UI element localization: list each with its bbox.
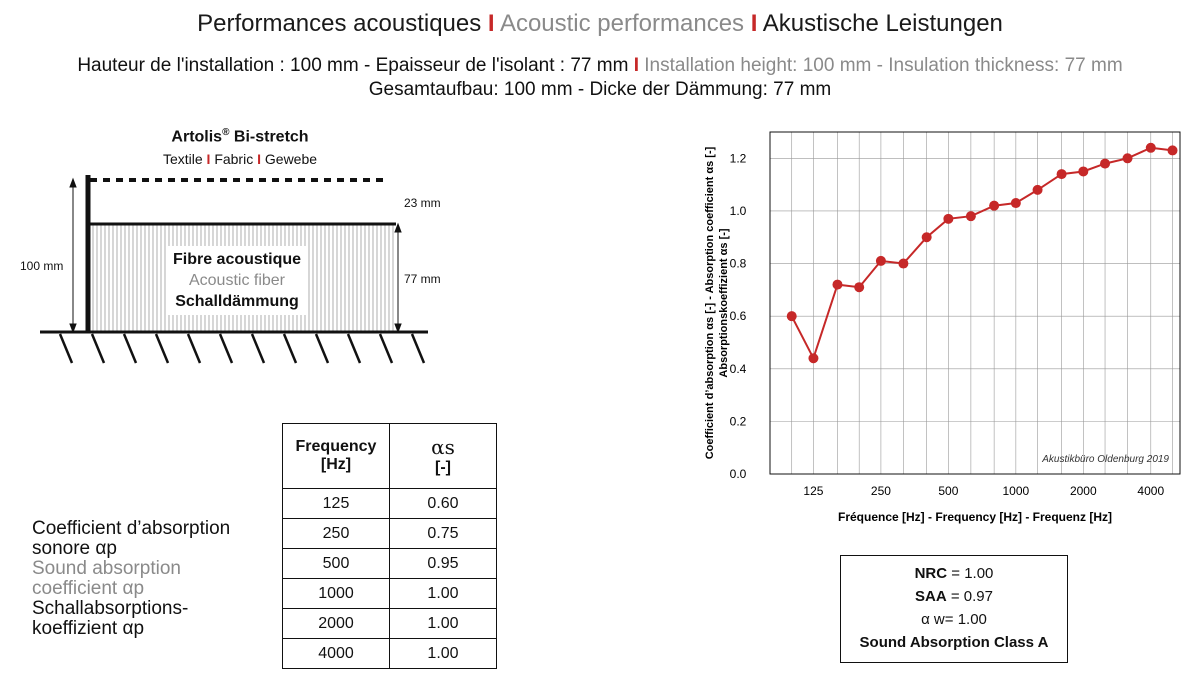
table-row — [283, 519, 497, 549]
table-cell-alpha: 1.00 — [390, 579, 497, 609]
series-points — [787, 143, 1178, 363]
table-cell-frequency: 250 — [283, 519, 390, 549]
x-tick-label: 500 — [938, 484, 959, 498]
alpha-header-line1: αs — [431, 435, 455, 459]
subtitle-en: Installation height: 100 mm - Insulation thickness: 77 mm — [644, 55, 1123, 76]
y-tick-label: 1.2 — [729, 151, 747, 166]
y-tick-label: 1.0 — [729, 203, 747, 218]
frequency-header-line1: Frequency — [295, 438, 377, 455]
table-row — [283, 489, 497, 519]
table-cell-frequency: 500 — [283, 549, 390, 579]
registered-mark: ® — [222, 127, 230, 138]
data-point — [1078, 166, 1088, 176]
title-en: Acoustic performances — [499, 10, 745, 37]
coef-en-line1: Sound absorption — [32, 558, 181, 579]
data-point — [808, 353, 818, 363]
table-cell-alpha: 1.00 — [390, 639, 497, 669]
coef-fr-line1: Coefficient d’absorption — [32, 518, 231, 539]
data-point — [1123, 153, 1133, 163]
y-axis-label-1: Coefficient d’absorption αs [-] - Absorption coefficient αs [-] — [704, 146, 716, 460]
coefficient-label — [32, 519, 230, 639]
y-tick-label: 0.2 — [729, 414, 747, 429]
fabric-separator: I — [257, 151, 261, 167]
data-point — [832, 280, 842, 290]
table-cell-frequency: 4000 — [283, 639, 390, 669]
page-title — [0, 10, 1200, 38]
frequency-header-line2: [Hz] — [320, 456, 352, 473]
height-dimension — [70, 179, 76, 332]
table-row — [283, 549, 497, 579]
table-cell-alpha: 0.75 — [390, 519, 497, 549]
fabric-fr: Textile — [162, 151, 203, 167]
x-tick-label: 2000 — [1069, 484, 1097, 498]
coef-de-line2: koeffizient αp — [32, 618, 145, 639]
table-cell-frequency: 2000 — [283, 609, 390, 639]
saa-line — [841, 585, 1067, 608]
table-cell-frequency: 1000 — [283, 579, 390, 609]
x-tick-label: 250 — [870, 484, 891, 498]
data-point — [989, 201, 999, 211]
data-point — [966, 211, 976, 221]
table-row — [283, 609, 497, 639]
y-tick-label: 0.8 — [729, 256, 747, 271]
table-row — [283, 639, 497, 669]
product-suffix: Bi-stretch — [229, 128, 309, 146]
fiber-de: Schalldämmung — [175, 293, 299, 310]
product-name-text: Artolis — [171, 128, 223, 146]
nrc-line — [841, 562, 1067, 585]
fabric-en: Fabric — [214, 151, 254, 167]
x-tick-label: 4000 — [1137, 484, 1165, 498]
sound-class-label: Sound Absorption Class A — [859, 634, 1049, 651]
fabric-separator: I — [206, 151, 211, 167]
y-axis-label-2: Absorptionskoeffizient αs [-] — [718, 228, 730, 378]
nrc-label: NRC — [914, 565, 948, 582]
table-cell-alpha: 0.60 — [390, 489, 497, 519]
height-label: 100 mm — [20, 259, 64, 273]
fabric-de: Gewebe — [264, 151, 318, 167]
subtitle-fr: Hauteur de l'installation : 100 mm - Epaisseur de l'isolant : 77 mm — [77, 55, 629, 76]
summary-box — [840, 555, 1068, 663]
y-tick-label: 0.0 — [729, 467, 747, 481]
aw-value: = 1.00 — [944, 611, 987, 628]
title-de: Akustische Leistungen — [762, 10, 1003, 37]
frequency-header — [283, 424, 390, 489]
data-point — [787, 311, 797, 321]
nrc-value: = 1.00 — [951, 565, 994, 582]
x-tick-label: 1000 — [1002, 484, 1030, 498]
data-point — [1168, 145, 1178, 155]
fiber-en: Acoustic fiber — [188, 272, 286, 289]
fiber-label — [166, 246, 308, 315]
title-separator: I — [487, 10, 495, 37]
title-fr: Performances acoustiques — [197, 10, 482, 37]
aw-label: α w — [921, 611, 945, 628]
absorption-table — [282, 423, 497, 669]
x-tick-label: 125 — [803, 484, 824, 498]
alpha-header — [390, 424, 497, 489]
ground-hatching — [60, 334, 424, 363]
subtitle-separator: I — [633, 55, 639, 76]
subtitle-de: Gesamtaufbau: 100 mm - Dicke der Dämmung: 77 mm — [368, 79, 832, 100]
y-tick-labels — [730, 151, 747, 481]
fiber-fr: Fibre acoustique — [172, 251, 302, 268]
title-separator: I — [750, 10, 758, 37]
table-cell-alpha: 0.95 — [390, 549, 497, 579]
table-cell-alpha: 1.00 — [390, 609, 497, 639]
table-row — [283, 579, 497, 609]
data-point — [1100, 159, 1110, 169]
saa-value: = 0.97 — [950, 588, 993, 605]
alpha-header-line2: [-] — [435, 459, 451, 476]
subtitle-line-1 — [0, 55, 1200, 77]
coef-fr-line2: sonore αp — [32, 538, 117, 559]
gap-label: 23 mm — [404, 196, 441, 210]
saa-label: SAA — [915, 588, 947, 605]
data-point — [1146, 143, 1156, 153]
x-axis-label: Fréquence [Hz] - Frequency [Hz] - Frequenz [Hz] — [837, 510, 1113, 524]
data-point — [1057, 169, 1067, 179]
data-point — [922, 232, 932, 242]
x-tick-labels — [803, 484, 1164, 498]
data-point — [854, 282, 864, 292]
data-point — [898, 259, 908, 269]
data-point — [1033, 185, 1043, 195]
y-tick-label: 0.6 — [729, 309, 747, 324]
series-line — [792, 148, 1173, 358]
data-point — [876, 256, 886, 266]
table-cell-frequency: 125 — [283, 489, 390, 519]
absorption-chart — [700, 110, 1200, 530]
aw-line — [841, 608, 1067, 631]
coef-de-line1: Schallabsorptions- — [32, 598, 189, 619]
coef-en-line2: coefficient αp — [32, 578, 145, 599]
y-tick-label: 0.4 — [729, 361, 747, 376]
subtitle-line-2 — [0, 79, 1200, 101]
data-point — [1011, 198, 1021, 208]
product-name — [120, 127, 360, 146]
chart-annotation: Akustikbüro Oldenburg 2019 — [1042, 454, 1169, 465]
data-point — [943, 214, 953, 224]
insulation-label: 77 mm — [404, 272, 441, 286]
